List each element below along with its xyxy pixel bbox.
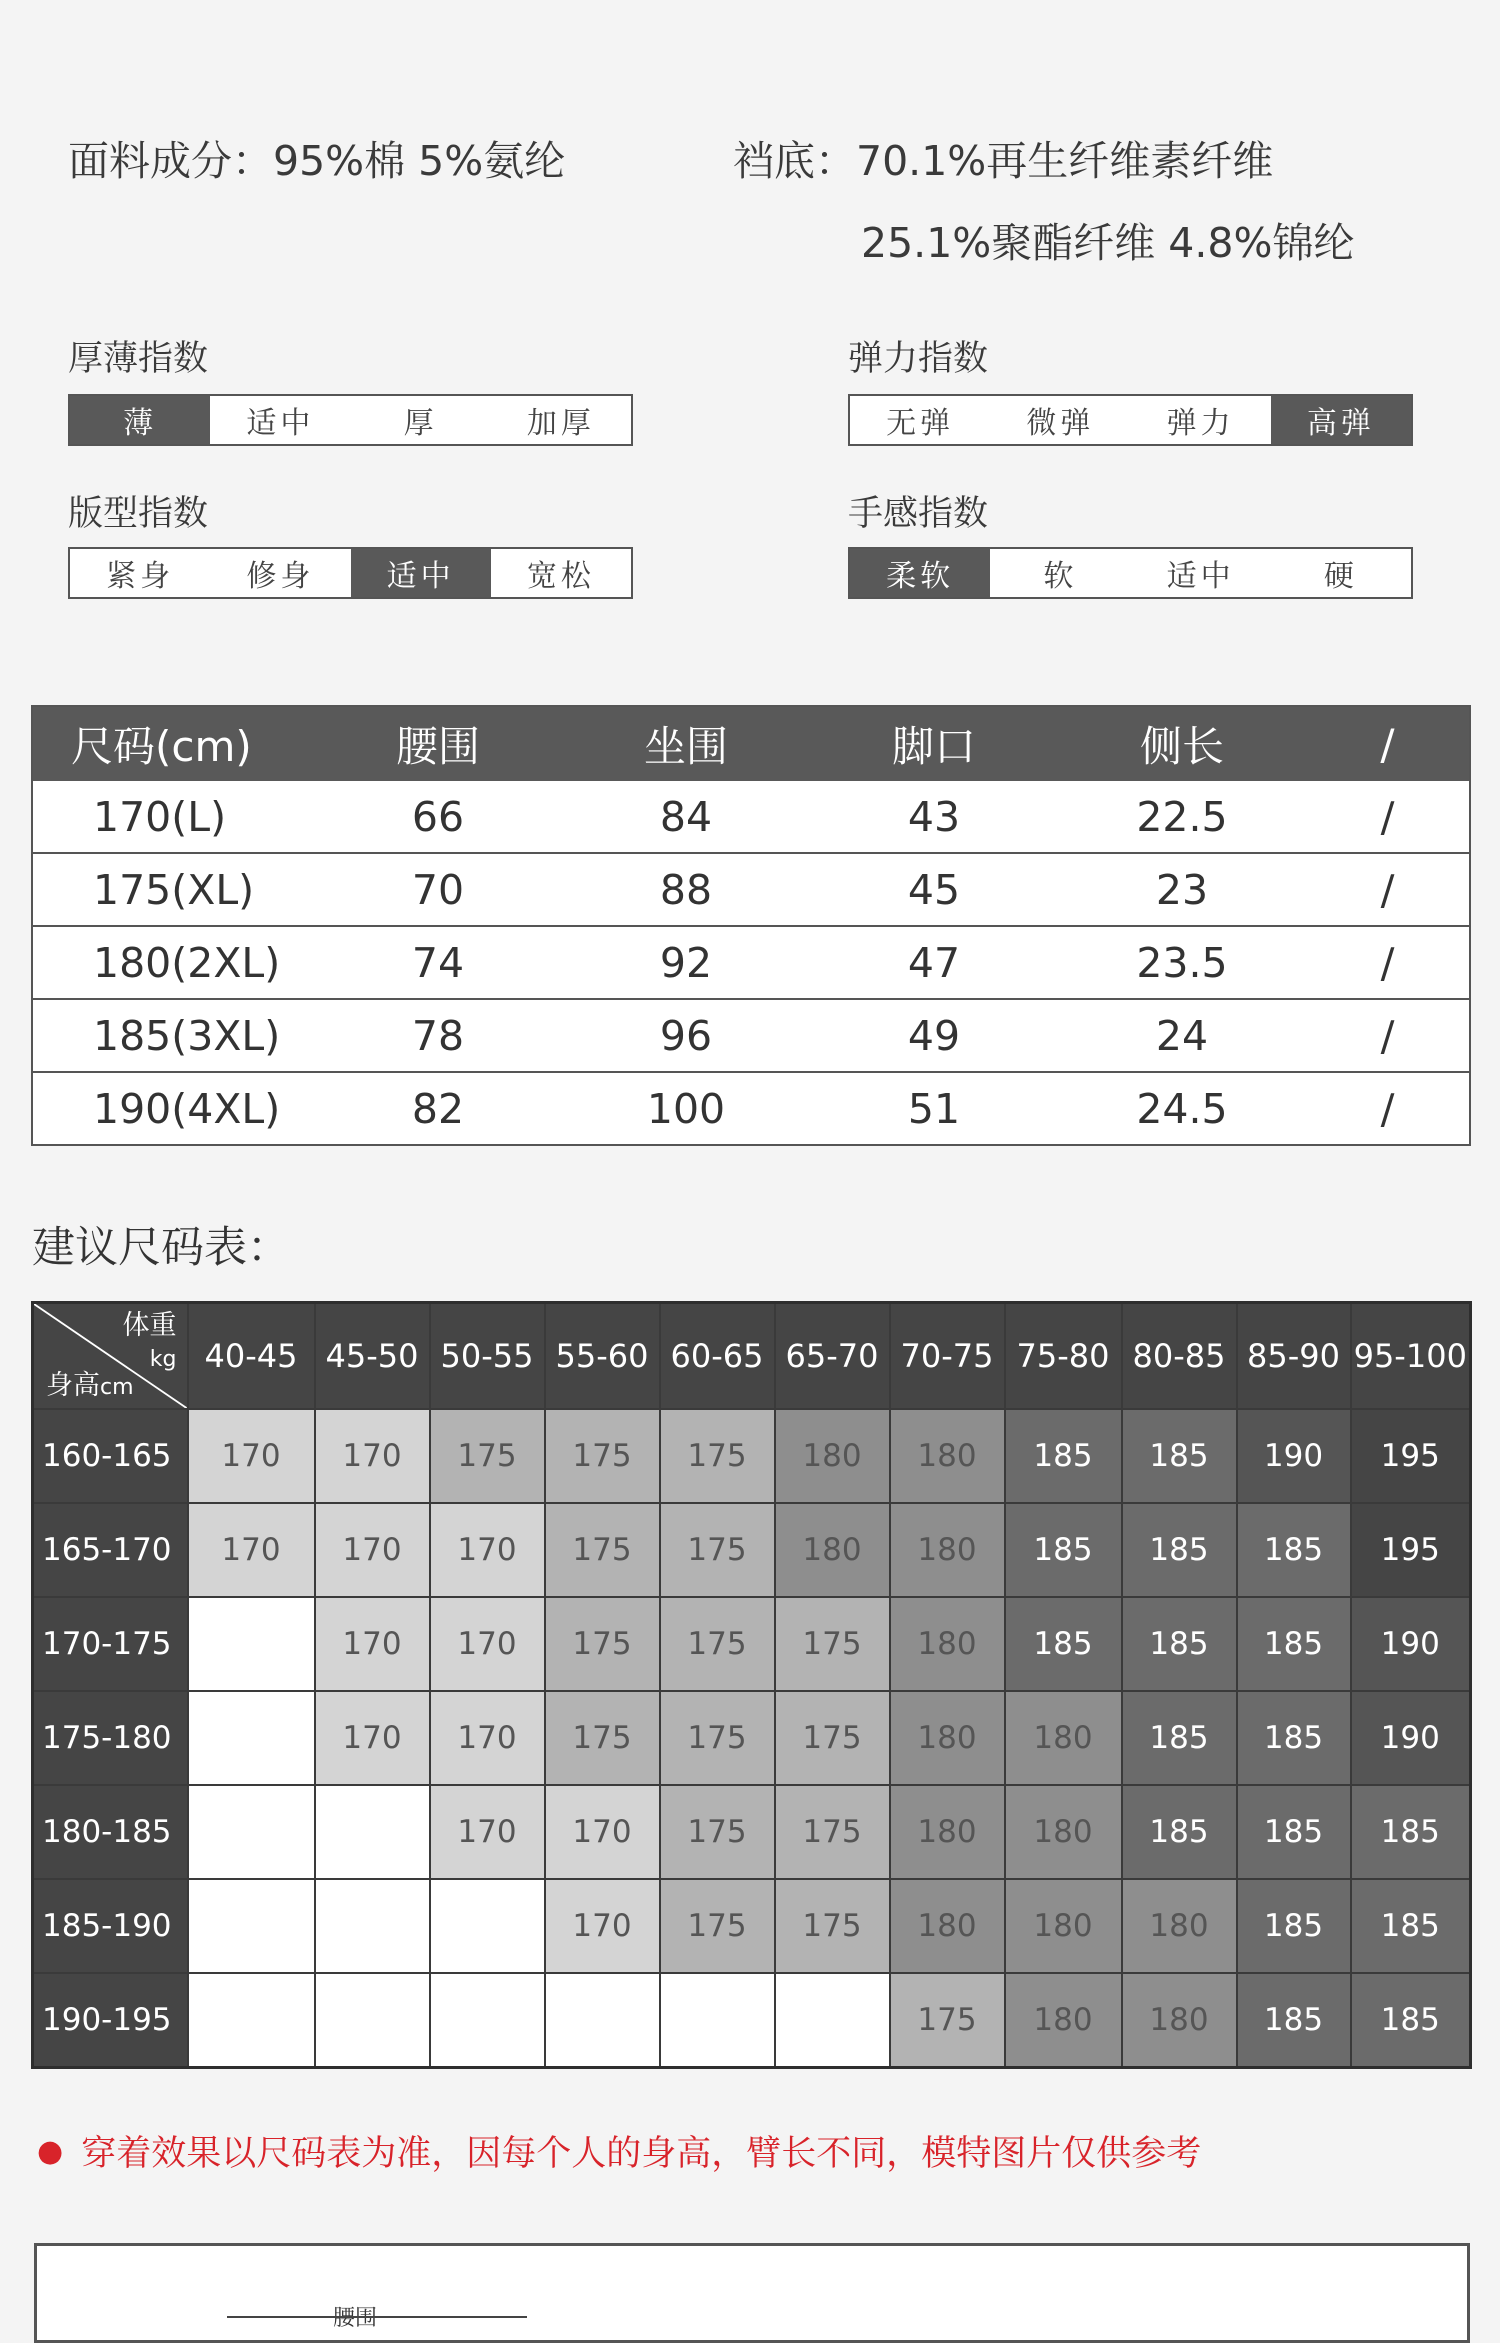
index-bar	[68, 547, 633, 599]
corner-height: 身高cm	[46, 1370, 134, 1401]
size-cell: 185	[1122, 1409, 1237, 1503]
measure-diagram-box	[34, 2243, 1470, 2343]
table-cell: 22.5	[1058, 781, 1306, 853]
table-cell: 96	[562, 999, 810, 1072]
size-cell: 185	[1351, 1879, 1471, 1973]
size-cell: 170	[430, 1503, 545, 1597]
size-cell: 185	[1237, 1879, 1351, 1973]
weight-header: 40-45	[188, 1303, 315, 1410]
bullet-icon: ●	[37, 2133, 64, 2169]
size-cell: 170	[545, 1879, 660, 1973]
weight-header: 65-70	[775, 1303, 890, 1410]
size-cell: 185	[1237, 1503, 1351, 1597]
size-cell	[660, 1973, 775, 2067]
size-cell: 195	[1351, 1503, 1471, 1597]
size-cell: 180	[1005, 1785, 1122, 1879]
size-cell	[188, 1879, 315, 1973]
size-cell: 185	[1351, 1785, 1471, 1879]
table-cell: 100	[562, 1072, 810, 1145]
size-cell: 170	[545, 1785, 660, 1879]
height-header: 190-195	[33, 1973, 188, 2067]
size-cell: 180	[890, 1597, 1005, 1691]
index-option: 修身	[246, 559, 315, 594]
size-cell: 185	[1237, 1597, 1351, 1691]
size-cell: 185	[1122, 1785, 1237, 1879]
size-table-header-cell: 侧长	[1058, 706, 1306, 781]
size-cell: 180	[890, 1691, 1005, 1785]
size-cell: 170	[315, 1691, 430, 1785]
size-cell: 175	[775, 1597, 890, 1691]
size-cell: 190	[1351, 1597, 1471, 1691]
height-header: 185-190	[33, 1879, 188, 1973]
size-table-header-cell: /	[1306, 706, 1470, 781]
size-cell: 170	[430, 1785, 545, 1879]
recommend-chart	[31, 1301, 1472, 2069]
size-cell: 185	[1005, 1409, 1122, 1503]
size-cell: 185	[1122, 1597, 1237, 1691]
index-option: 高弹	[1271, 396, 1411, 444]
table-cell: /	[1306, 926, 1470, 999]
size-cell: 185	[1122, 1503, 1237, 1597]
weight-header: 70-75	[890, 1303, 1005, 1410]
index-option: 厚	[403, 406, 438, 441]
size-cell: 175	[660, 1785, 775, 1879]
weight-header: 95-100	[1351, 1303, 1471, 1410]
size-cell: 190	[1237, 1409, 1351, 1503]
size-cell: 180	[1122, 1973, 1237, 2067]
index-option: 无弹	[886, 406, 955, 441]
table-cell: /	[1306, 1072, 1470, 1145]
index-title: 版型指数	[68, 494, 209, 534]
size-cell	[545, 1973, 660, 2067]
table-cell: /	[1306, 781, 1470, 853]
disclaimer-text: 穿着效果以尺码表为准，因每个人的身高，臂长不同，模特图片仅供参考	[81, 2134, 1202, 2174]
size-cell	[188, 1785, 315, 1879]
height-header: 180-185	[33, 1785, 188, 1879]
size-table-header-cell: 脚口	[810, 706, 1058, 781]
size-cell: 180	[890, 1503, 1005, 1597]
size-cell: 175	[430, 1409, 545, 1503]
index-bar	[848, 394, 1413, 446]
table-cell: 66	[314, 781, 562, 853]
size-cell: 180	[890, 1785, 1005, 1879]
table-cell: 49	[810, 999, 1058, 1072]
size-cell: 175	[660, 1409, 775, 1503]
table-row	[32, 1072, 1470, 1145]
index-option: 适中	[246, 406, 315, 441]
table-row	[33, 1879, 1471, 1973]
size-cell: 170	[315, 1597, 430, 1691]
table-cell: 88	[562, 853, 810, 926]
table-cell: 43	[810, 781, 1058, 853]
table-row	[33, 1597, 1471, 1691]
size-cell: 170	[188, 1503, 315, 1597]
size-cell: 175	[660, 1879, 775, 1973]
index-option: 适中	[1166, 559, 1235, 594]
size-cell: 175	[660, 1597, 775, 1691]
table-cell: 185(3XL)	[32, 999, 314, 1072]
size-table-header-cell: 坐围	[562, 706, 810, 781]
table-cell: 24	[1058, 999, 1306, 1072]
fabric-crotch-line2: 25.1%聚酯纤维 4.8%锦纶	[861, 219, 1355, 267]
table-row	[32, 999, 1470, 1072]
index-option: 加厚	[526, 406, 595, 441]
index-option: 紧身	[106, 559, 175, 594]
index-option: 适中	[351, 549, 491, 597]
size-cell: 170	[430, 1691, 545, 1785]
table-row	[33, 1409, 1471, 1503]
size-cell: 185	[1005, 1597, 1122, 1691]
weight-header: 85-90	[1237, 1303, 1351, 1410]
chart-corner	[33, 1303, 188, 1410]
weight-header: 75-80	[1005, 1303, 1122, 1410]
size-cell: 175	[775, 1691, 890, 1785]
size-cell: 180	[775, 1503, 890, 1597]
fabric-crotch-line1: 裆底：70.1%再生纤维素纤维	[733, 137, 1274, 185]
size-cell: 195	[1351, 1409, 1471, 1503]
weight-header: 80-85	[1122, 1303, 1237, 1410]
weight-header: 60-65	[660, 1303, 775, 1410]
weight-header: 50-55	[430, 1303, 545, 1410]
table-cell: 190(4XL)	[32, 1072, 314, 1145]
size-table-header-cell: 尺码(cm)	[32, 706, 314, 781]
size-table-header-cell: 腰围	[314, 706, 562, 781]
size-cell: 185	[1237, 1785, 1351, 1879]
table-cell: /	[1306, 853, 1470, 926]
table-row	[33, 1973, 1471, 2067]
diagram-measure-line	[227, 2316, 527, 2318]
index-option: 硬	[1323, 559, 1358, 594]
table-cell: 24.5	[1058, 1072, 1306, 1145]
table-cell: 170(L)	[32, 781, 314, 853]
index-option: 柔软	[850, 549, 990, 597]
height-header: 175-180	[33, 1691, 188, 1785]
size-cell: 180	[1005, 1973, 1122, 2067]
table-cell: 92	[562, 926, 810, 999]
index-bar	[68, 394, 633, 446]
table-cell: 45	[810, 853, 1058, 926]
size-cell: 175	[890, 1973, 1005, 2067]
table-row	[32, 926, 1470, 999]
index-option: 微弹	[1026, 406, 1095, 441]
table-row	[33, 1785, 1471, 1879]
index-bar	[848, 547, 1413, 599]
table-row	[33, 1691, 1471, 1785]
height-header: 170-175	[33, 1597, 188, 1691]
size-cell	[315, 1879, 430, 1973]
size-cell	[315, 1973, 430, 2067]
size-cell: 175	[545, 1597, 660, 1691]
weight-header: 45-50	[315, 1303, 430, 1410]
size-cell: 175	[775, 1879, 890, 1973]
size-cell: 170	[315, 1503, 430, 1597]
size-cell: 175	[660, 1503, 775, 1597]
size-cell: 170	[430, 1597, 545, 1691]
size-table	[31, 705, 1471, 1146]
size-cell: 175	[545, 1503, 660, 1597]
index-title: 厚薄指数	[68, 339, 209, 379]
table-cell: 74	[314, 926, 562, 999]
size-cell: 175	[660, 1691, 775, 1785]
size-cell: 185	[1237, 1973, 1351, 2067]
size-cell: 175	[545, 1409, 660, 1503]
size-cell	[775, 1973, 890, 2067]
disclaimer	[37, 2126, 1201, 2176]
size-cell: 170	[315, 1409, 430, 1503]
size-cell: 190	[1351, 1691, 1471, 1785]
size-cell: 185	[1005, 1503, 1122, 1597]
table-row	[32, 781, 1470, 853]
size-cell	[430, 1879, 545, 1973]
index-option: 弹力	[1166, 406, 1235, 441]
size-cell: 180	[890, 1409, 1005, 1503]
size-cell: 185	[1237, 1691, 1351, 1785]
index-title: 弹力指数	[848, 339, 989, 379]
table-cell: 78	[314, 999, 562, 1072]
size-cell: 180	[1005, 1879, 1122, 1973]
size-cell: 180	[890, 1879, 1005, 1973]
size-table-header	[32, 706, 1470, 781]
size-cell	[430, 1973, 545, 2067]
size-cell: 175	[545, 1691, 660, 1785]
diagram-label-waist: 腰围	[333, 2306, 378, 2331]
height-header: 165-170	[33, 1503, 188, 1597]
table-row	[33, 1503, 1471, 1597]
index-option: 软	[1043, 559, 1078, 594]
table-cell: 82	[314, 1072, 562, 1145]
size-cell	[188, 1597, 315, 1691]
corner-weight: 体重 kg	[122, 1310, 177, 1373]
index-option: 宽松	[526, 559, 595, 594]
size-cell: 180	[1122, 1879, 1237, 1973]
table-cell: 47	[810, 926, 1058, 999]
table-row	[32, 853, 1470, 926]
weight-header: 55-60	[545, 1303, 660, 1410]
size-cell: 175	[775, 1785, 890, 1879]
size-cell: 185	[1351, 1973, 1471, 2067]
table-cell: 70	[314, 853, 562, 926]
size-cell: 185	[1122, 1691, 1237, 1785]
fabric-main: 面料成分：95%棉 5%氨纶	[68, 137, 566, 185]
size-cell	[188, 1691, 315, 1785]
index-option: 薄	[70, 396, 210, 444]
height-header: 160-165	[33, 1409, 188, 1503]
table-cell: 23.5	[1058, 926, 1306, 999]
table-cell: 51	[810, 1072, 1058, 1145]
suggest-title: 建议尺码表：	[32, 1223, 290, 1273]
table-cell: /	[1306, 999, 1470, 1072]
size-cell	[188, 1973, 315, 2067]
size-cell	[315, 1785, 430, 1879]
table-cell: 23	[1058, 853, 1306, 926]
table-cell: 84	[562, 781, 810, 853]
size-cell: 180	[1005, 1691, 1122, 1785]
table-cell: 180(2XL)	[32, 926, 314, 999]
size-cell: 180	[775, 1409, 890, 1503]
table-cell: 175(XL)	[32, 853, 314, 926]
size-cell: 170	[188, 1409, 315, 1503]
index-title: 手感指数	[848, 494, 989, 534]
